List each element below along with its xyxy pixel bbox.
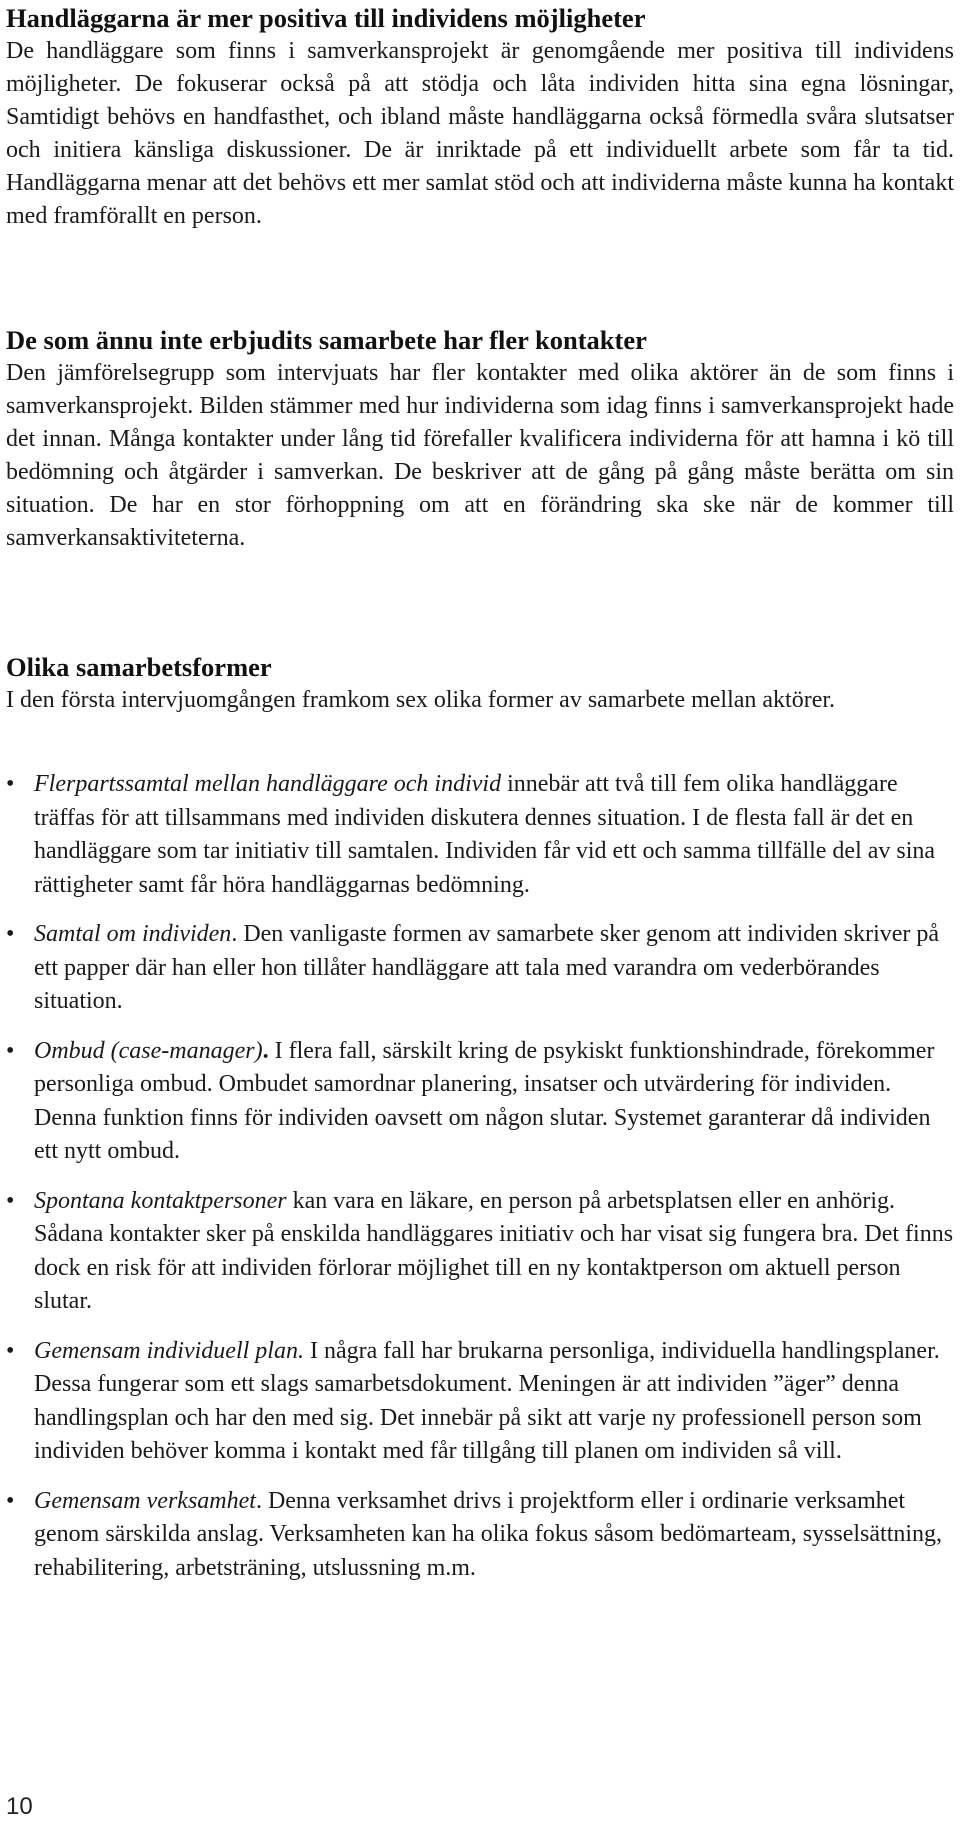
list-item xyxy=(6,1185,954,1319)
list-item-lead: Gemensam individuell plan. xyxy=(34,1337,304,1364)
section-paragraph: Den jämförelsegrupp som intervjuats har fler kontakter med olika aktörer än de som finns i samverkansprojekt. Bilden stämmer med hur individerna som idag finns i samverkansprojekt hade det innan. Många kontakter under lång tid förefaller kvalificera individerna för att hamna i kö till bedömning och åtgärder i samverkan. De beskriver att de gång på gång måste berätta om sin situation. De har en stor förhoppning om att en förändring ska ske när de kommer till samverkansaktiviteterna. xyxy=(6,360,954,551)
list-item-lead: Gemensam verksamhet xyxy=(34,1487,256,1514)
section-jamforelsegrupp xyxy=(6,324,954,555)
list-item xyxy=(6,1485,954,1586)
list-item-text: Denna verksamhet drivs i projektform eller i ordinarie verksamhet genom särskilda anslag. Verksamheten kan ha olika fokus såsom bedömarteam, sysselsättning, rehabilitering, arbetsträning, utslussning m.m. xyxy=(34,1487,943,1581)
bullet-icon: • xyxy=(6,921,15,947)
list-item-lead: Spontana kontaktpersoner xyxy=(34,1187,287,1214)
list-item-text: I några fall har brukarna personliga, individuella handlingsplaner. Dessa fungerar som ett slags samarbetsdokument. Meningen är att individen ”äger” denna handlingsplan och har den med sig. Det innebär på sikt att varje ny professionell person som individen behöver komma i kontakt med får tillgång till planen om individen så vill. xyxy=(34,1337,940,1464)
list-item-text: Den vanligaste formen av samarbete sker genom att individen skriver på ett papper där han eller hon tillåter handläggare att tala med varandra om vederbörandes situation. xyxy=(34,921,940,1014)
samarbetsformer-list xyxy=(6,768,954,1601)
bullet-icon: • xyxy=(6,1037,15,1064)
list-item-lead: Ombud (case-manager) xyxy=(34,1037,263,1064)
section-handlaggarna xyxy=(6,2,954,233)
list-item-text: kan vara en läkare, en person på arbetsplatsen eller en anhörig. Sådana kontakter sker på enskilda handläggares initiativ och har visat sig fungera bra. Det finns dock en risk för att individen förlorar möjlighet till en ny kontaktperson om aktuell person slutar. xyxy=(34,1187,954,1314)
list-item-lead: Samtal om individen xyxy=(34,921,232,947)
list-item xyxy=(6,918,954,1019)
section-heading: De som ännu inte erbjudits samarbete har fler kontakter xyxy=(6,325,647,355)
section-heading: Olika samarbetsformer xyxy=(6,652,272,682)
list-item-lead-suffix: . xyxy=(255,1487,262,1514)
list-item xyxy=(6,1035,954,1169)
section-paragraph: De handläggare som finns i samverkansprojekt är genomgående mer positiva till individens möjligheter. De fokuserar också på att stödja och låta individen hitta sina egna lösningar, Samtidigt behövs en handfasthet, och ibland måste handläggarna också förmedla svåra slutsatser och initiera känsliga diskussioner. De är inriktade på ett individuellt arbete som får ta tid. Handläggarna menar att det behövs ett mer samlat stöd och att individerna måste kunna ha kontakt med framförallt en person. xyxy=(6,38,954,229)
section-heading: Handläggarna är mer positiva till individens möjligheter xyxy=(6,3,646,33)
bullet-icon: • xyxy=(6,1487,15,1514)
list-item xyxy=(6,1335,954,1469)
bullet-icon: • xyxy=(6,1337,15,1364)
page-number: 10 xyxy=(6,1793,33,1820)
list-item-lead: Flerpartssamtal mellan handläggare och individ xyxy=(34,771,502,797)
list-item xyxy=(6,768,954,902)
list-item-lead-suffix: . xyxy=(262,1037,269,1064)
section-samarbetsformer xyxy=(6,651,954,717)
list-item-text: innebär att två till fem olika handläggare träffas för att tillsammans med individen diskutera dennes situation. I de flesta fall är det en handläggare som tar initiativ till samtalen. Individen får vid ett och samma tillfälle del av sina rättigheter samt får höra handläggarnas bedömning. xyxy=(34,771,936,898)
list-item-text: I flera fall, särskilt kring de psykiskt funktionshindrade, förekommer personliga ombud. Ombudet samordnar planering, insatser och utvärdering för individen. Denna funktion finns för individen oavsett om någon slutar. Systemet garanterar då individen ett nytt ombud. xyxy=(34,1037,935,1164)
list-item-lead-suffix: . xyxy=(231,921,238,947)
section-paragraph: I den första intervjuomgången framkom sex olika former av samarbete mellan aktörer. xyxy=(6,687,836,713)
bullet-icon: • xyxy=(6,1187,15,1214)
bullet-icon: • xyxy=(6,771,15,797)
